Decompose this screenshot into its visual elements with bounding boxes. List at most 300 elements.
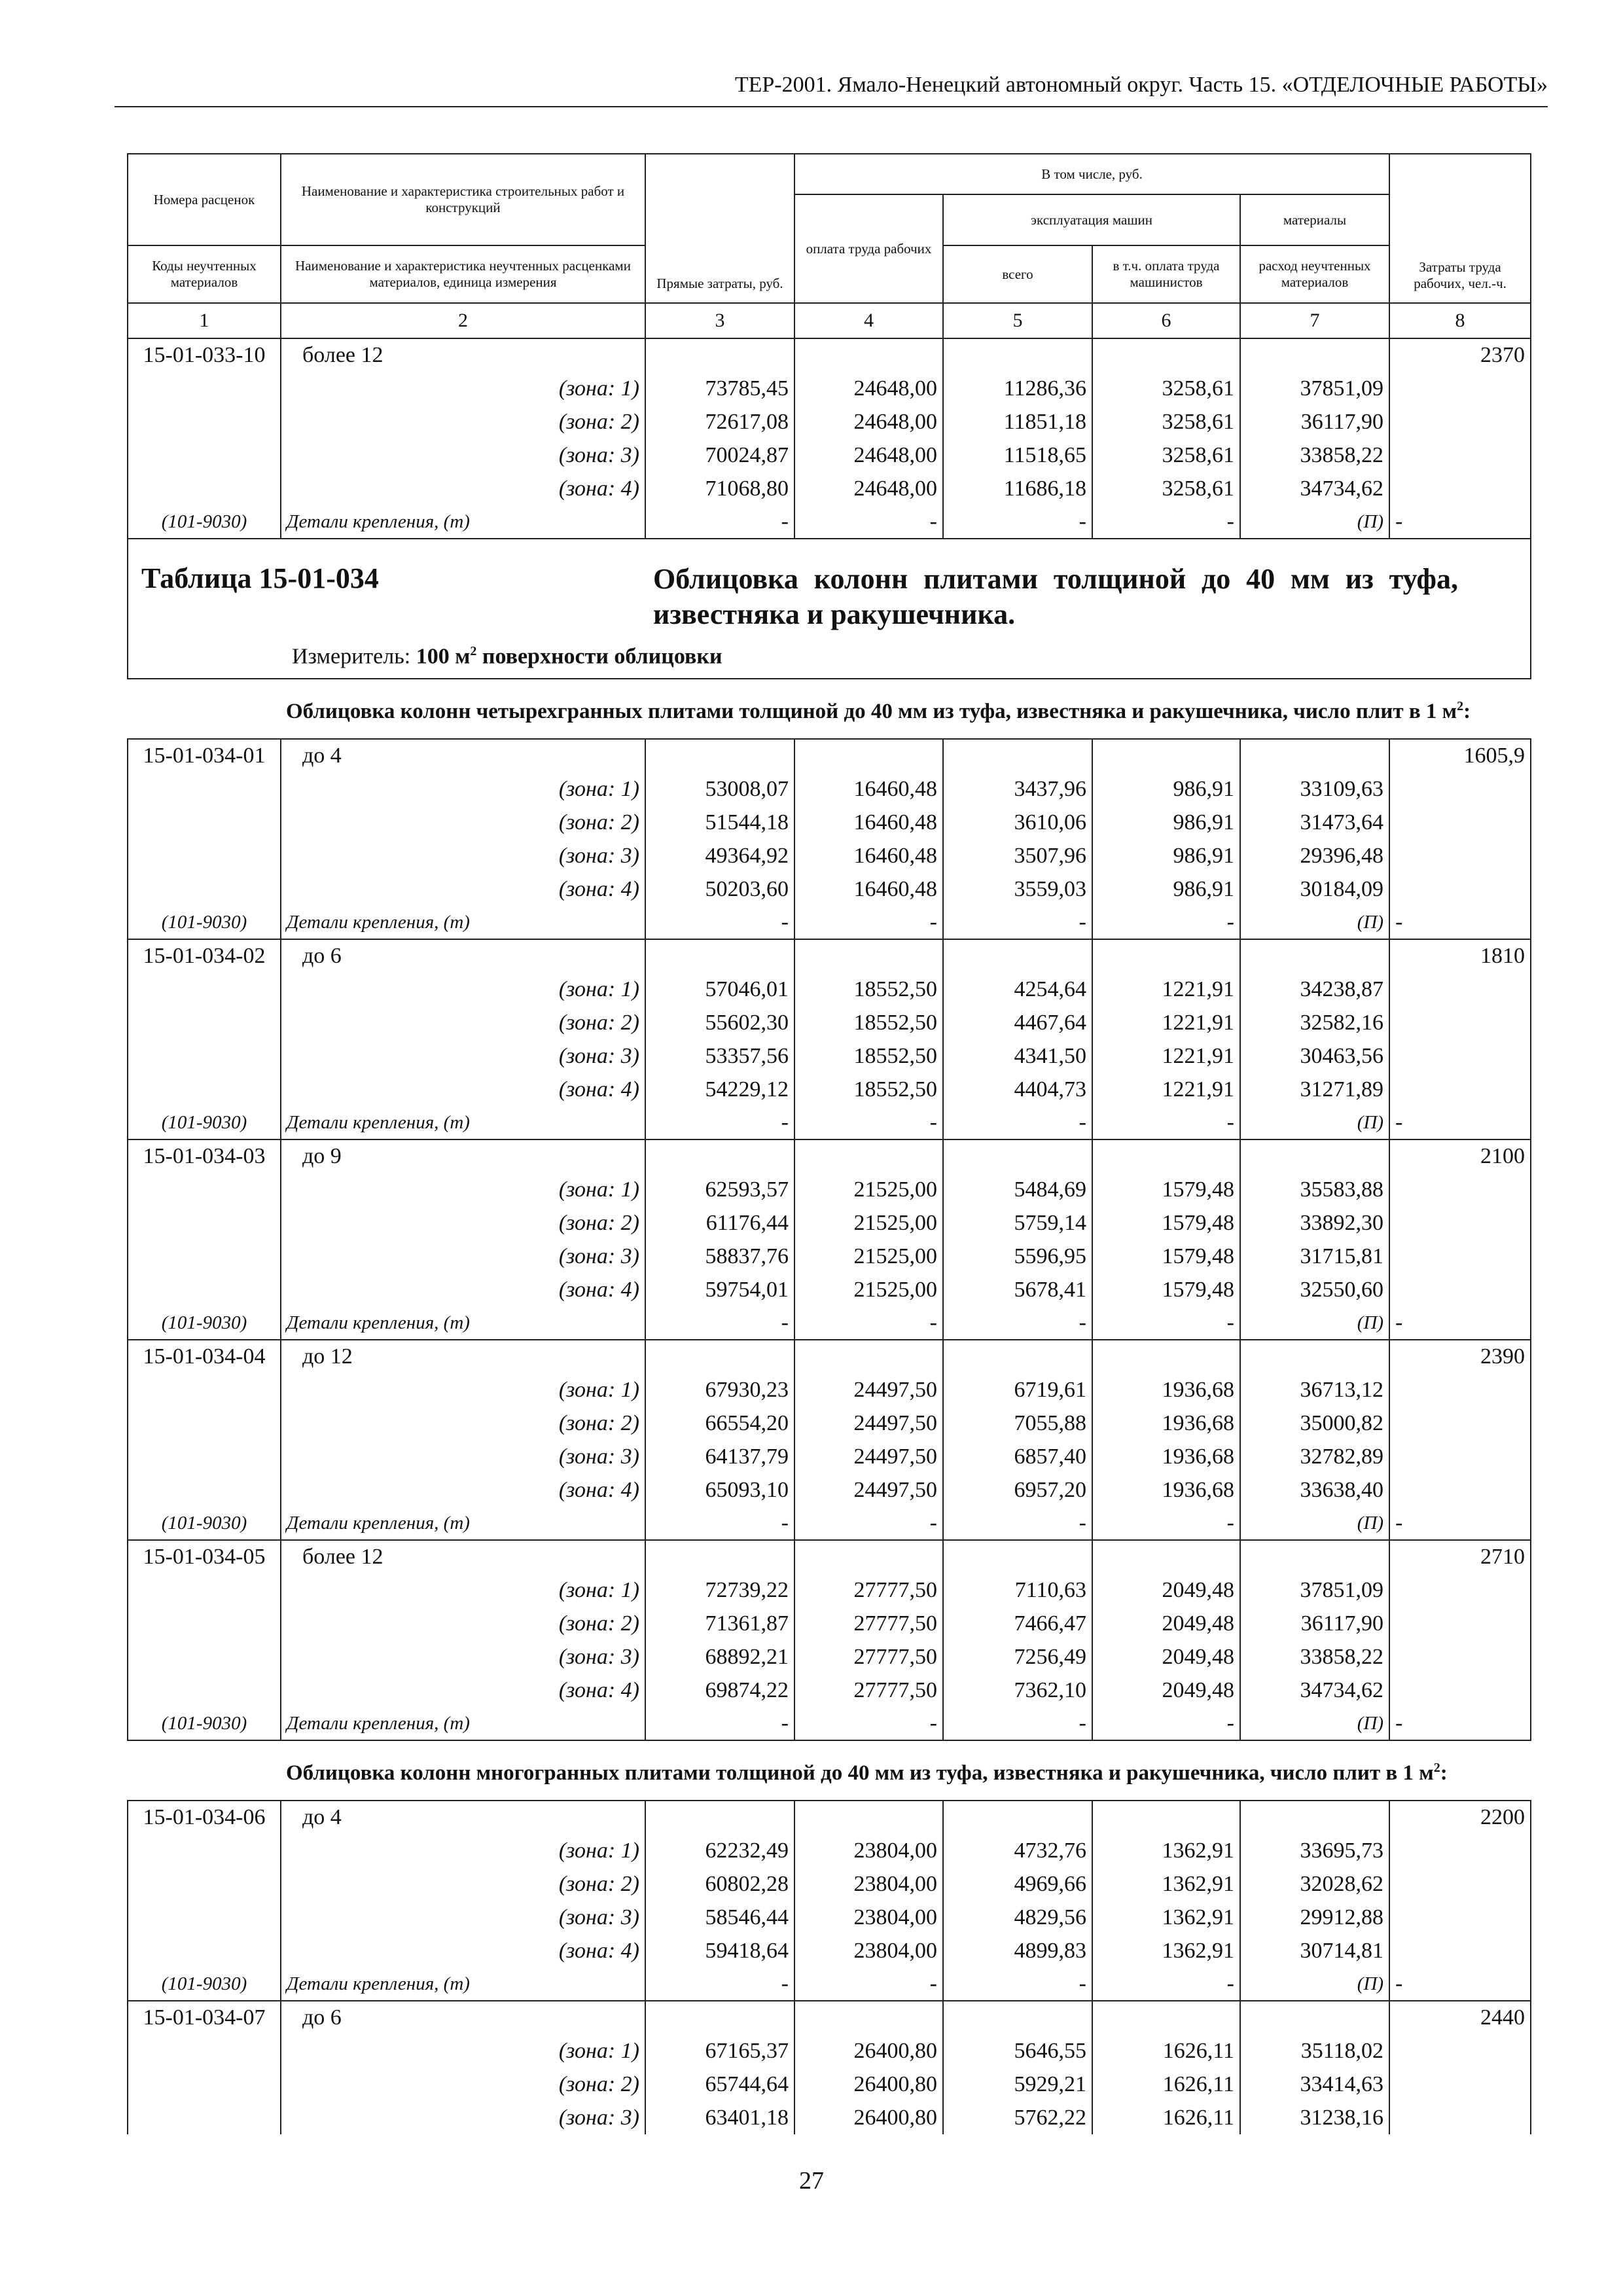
zone-row — [128, 1834, 1531, 1867]
zone-row — [128, 439, 1531, 472]
cost-value: 986,91 — [1092, 872, 1240, 906]
head-direct-label: Прямые затраты, руб. — [656, 276, 783, 291]
empty-cell — [1389, 372, 1531, 405]
zone-row — [128, 372, 1531, 405]
zone-label: (зона: 2) — [281, 1006, 645, 1039]
cost-value: 4732,76 — [943, 1834, 1092, 1867]
empty-cell — [128, 872, 281, 906]
empty-cell — [1389, 1573, 1531, 1607]
cost-value: 7466,47 — [943, 1607, 1092, 1640]
item-code: 15-01-034-04 — [128, 1340, 281, 1373]
zone-row — [128, 1440, 1531, 1473]
cost-value: 32028,62 — [1240, 1867, 1389, 1901]
cost-value: 1936,68 — [1092, 1473, 1240, 1507]
zone-label: (зона: 3) — [281, 439, 645, 472]
empty-cell — [128, 1573, 281, 1607]
empty-cell — [943, 739, 1092, 772]
cost-value: 16460,48 — [794, 772, 943, 806]
cost-value: 11851,18 — [943, 405, 1092, 439]
cost-value: 23804,00 — [794, 1901, 943, 1934]
cost-value: 30463,56 — [1240, 1039, 1389, 1073]
empty-cell — [1389, 1867, 1531, 1901]
empty-cell — [1389, 1273, 1531, 1306]
zone-label: (зона: 4) — [281, 1073, 645, 1106]
cost-value: 27777,50 — [794, 1607, 943, 1640]
dash-value: - — [645, 505, 794, 539]
cost-value: 18552,50 — [794, 973, 943, 1006]
col-number: 5 — [943, 303, 1092, 338]
cost-value: 986,91 — [1092, 806, 1240, 839]
empty-cell — [1389, 1173, 1531, 1206]
cost-value: 23804,00 — [794, 1934, 943, 1967]
empty-cell — [1092, 2001, 1240, 2034]
cost-value: 50203,60 — [645, 872, 794, 906]
cost-value: 2049,48 — [1092, 1607, 1240, 1640]
material-name: Детали крепления, (т) — [281, 1306, 645, 1340]
empty-cell — [943, 338, 1092, 372]
dash-value: - — [1092, 1106, 1240, 1139]
empty-cell — [1389, 872, 1531, 906]
item-name: до 12 — [281, 1340, 645, 1373]
cost-value: 32550,60 — [1240, 1273, 1389, 1306]
zone-label: (зона: 3) — [281, 1901, 645, 1934]
empty-cell — [128, 1440, 281, 1473]
dash-value: - — [645, 1507, 794, 1540]
cost-value: 6719,61 — [943, 1373, 1092, 1407]
cost-value: 33695,73 — [1240, 1834, 1389, 1867]
price-table — [127, 153, 1531, 2134]
cost-value: 60802,28 — [645, 1867, 794, 1901]
cost-value: 35583,88 — [1240, 1173, 1389, 1206]
head-mat-codes-cell — [128, 245, 281, 303]
zone-row — [128, 1206, 1531, 1240]
cost-value: 30714,81 — [1240, 1934, 1389, 1967]
cost-value: 1936,68 — [1092, 1407, 1240, 1440]
cost-value: 4467,64 — [943, 1006, 1092, 1039]
empty-cell — [1389, 439, 1531, 472]
item-title-row — [128, 338, 1531, 372]
dash-value: - — [1389, 1106, 1531, 1139]
cost-value: 21525,00 — [794, 1206, 943, 1240]
empty-cell — [1389, 1473, 1531, 1507]
item-code: 15-01-034-02 — [128, 939, 281, 973]
item-name: до 6 — [281, 939, 645, 973]
material-row — [128, 1306, 1531, 1340]
empty-cell — [128, 405, 281, 439]
empty-cell — [943, 2001, 1092, 2034]
empty-cell — [128, 1373, 281, 1407]
head-mat-usage-label: расход неучтенных материалов — [1258, 258, 1371, 290]
material-p-mark: (П) — [1240, 1967, 1389, 2001]
zone-row — [128, 1607, 1531, 1640]
cost-value: 31271,89 — [1240, 1073, 1389, 1106]
empty-cell — [1389, 1934, 1531, 1967]
head-labor-label: Затраты труда рабочих, чел.-ч. — [1414, 259, 1507, 291]
dash-value: - — [1389, 505, 1531, 539]
zone-label: (зона: 1) — [281, 2034, 645, 2068]
zone-row — [128, 472, 1531, 505]
cost-value: 2049,48 — [1092, 1573, 1240, 1607]
cost-value: 11518,65 — [943, 439, 1092, 472]
dash-value: - — [943, 1507, 1092, 1540]
empty-cell — [1240, 338, 1389, 372]
material-name: Детали крепления, (т) — [281, 1967, 645, 2001]
empty-cell — [1389, 1039, 1531, 1073]
cost-value: 4254,64 — [943, 973, 1092, 1006]
item-name: до 4 — [281, 1801, 645, 1834]
empty-cell — [1092, 1340, 1240, 1373]
zone-row — [128, 1573, 1531, 1607]
cost-value: 1221,91 — [1092, 973, 1240, 1006]
cost-value: 1221,91 — [1092, 1039, 1240, 1073]
empty-cell — [645, 2001, 794, 2034]
cost-value: 4969,66 — [943, 1867, 1092, 1901]
empty-cell — [128, 1867, 281, 1901]
cost-value: 1626,11 — [1092, 2068, 1240, 2101]
section-heading — [281, 679, 1531, 739]
material-code: (101-9030) — [128, 906, 281, 939]
empty-cell — [794, 1340, 943, 1373]
empty-cell — [128, 679, 281, 739]
dash-value: - — [1389, 1707, 1531, 1740]
cost-value: 27777,50 — [794, 1674, 943, 1707]
cost-value: 63401,18 — [645, 2101, 794, 2134]
dash-value: - — [1389, 906, 1531, 939]
cost-value: 34734,62 — [1240, 472, 1389, 505]
cost-value: 27777,50 — [794, 1573, 943, 1607]
zone-label: (зона: 1) — [281, 1834, 645, 1867]
cost-value: 70024,87 — [645, 439, 794, 472]
labor-cost: 2200 — [1389, 1801, 1531, 1834]
cost-value: 24648,00 — [794, 405, 943, 439]
cost-value: 58837,76 — [645, 1240, 794, 1273]
zone-label: (зона: 4) — [281, 1674, 645, 1707]
cost-value: 30184,09 — [1240, 872, 1389, 906]
col-number: 1 — [128, 303, 281, 338]
dash-value: - — [943, 1106, 1092, 1139]
head-row-1 — [128, 154, 1531, 194]
material-row — [128, 906, 1531, 939]
cost-value: 3437,96 — [943, 772, 1092, 806]
zone-label: (зона: 3) — [281, 1440, 645, 1473]
cost-value: 7110,63 — [943, 1573, 1092, 1607]
cost-value: 27777,50 — [794, 1640, 943, 1674]
zone-label: (зона: 2) — [281, 2068, 645, 2101]
cost-value: 65093,10 — [645, 1473, 794, 1507]
empty-cell — [128, 2068, 281, 2101]
cost-value: 1579,48 — [1092, 1206, 1240, 1240]
head-codes-cell — [128, 154, 281, 245]
cost-value: 33892,30 — [1240, 1206, 1389, 1240]
cost-value: 3258,61 — [1092, 405, 1240, 439]
empty-cell — [1389, 1607, 1531, 1640]
cost-value: 64137,79 — [645, 1440, 794, 1473]
empty-cell — [943, 1340, 1092, 1373]
cost-value: 24648,00 — [794, 472, 943, 505]
cost-value: 71361,87 — [645, 1607, 794, 1640]
cost-value: 986,91 — [1092, 772, 1240, 806]
empty-cell — [794, 1139, 943, 1173]
page-number: 27 — [799, 2167, 824, 2195]
section-text: Облицовка колонн многогранных плитами толщиной до 40 мм из туфа, известняка и ракушечника, число плит в 1 м — [286, 1761, 1434, 1785]
empty-cell — [645, 338, 794, 372]
cost-value: 29912,88 — [1240, 1901, 1389, 1934]
cost-value: 33414,63 — [1240, 2068, 1389, 2101]
head-mat-usage-cell — [1240, 245, 1389, 303]
dash-value: - — [794, 1967, 943, 2001]
empty-cell — [943, 1801, 1092, 1834]
empty-cell — [1389, 2034, 1531, 2068]
empty-cell — [1389, 405, 1531, 439]
cost-value: 2049,48 — [1092, 1674, 1240, 1707]
section-tail: : — [1440, 1761, 1448, 1785]
cost-value: 16460,48 — [794, 839, 943, 872]
cost-value: 54229,12 — [645, 1073, 794, 1106]
cost-value: 72617,08 — [645, 405, 794, 439]
labor-cost: 1605,9 — [1389, 739, 1531, 772]
dash-value: - — [1092, 1967, 1240, 2001]
cost-value: 24497,50 — [794, 1473, 943, 1507]
cost-value: 1936,68 — [1092, 1373, 1240, 1407]
zone-label: (зона: 2) — [281, 1867, 645, 1901]
empty-cell — [1240, 939, 1389, 973]
empty-cell — [128, 2034, 281, 2068]
head-wages-cell — [794, 194, 943, 303]
col-number: 6 — [1092, 303, 1240, 338]
dash-value: - — [794, 1106, 943, 1139]
cost-value: 4341,50 — [943, 1039, 1092, 1073]
cost-value: 35000,82 — [1240, 1407, 1389, 1440]
zone-row — [128, 1173, 1531, 1206]
empty-cell — [128, 1674, 281, 1707]
cost-value: 34734,62 — [1240, 1674, 1389, 1707]
empty-cell — [1240, 1340, 1389, 1373]
empty-cell — [1092, 1540, 1240, 1573]
head-wages-label: оплата труда рабочих — [806, 240, 932, 257]
empty-cell — [128, 1934, 281, 1967]
cost-value: 73785,45 — [645, 372, 794, 405]
empty-cell — [1389, 1006, 1531, 1039]
zone-row — [128, 1273, 1531, 1306]
cost-value: 31238,16 — [1240, 2101, 1389, 2134]
cost-value: 5596,95 — [943, 1240, 1092, 1273]
item-title-row — [128, 2001, 1531, 2034]
zone-label: (зона: 2) — [281, 1607, 645, 1640]
empty-cell — [645, 739, 794, 772]
cost-value: 67930,23 — [645, 1373, 794, 1407]
empty-cell — [128, 1640, 281, 1674]
meter-value: 100 м — [416, 644, 471, 669]
section-text: Облицовка колонн четырехгранных плитами толщиной до 40 мм из туфа, известняка и ракушечника, число плит в 1 м — [286, 700, 1457, 723]
empty-cell — [128, 1039, 281, 1073]
cost-value: 11286,36 — [943, 372, 1092, 405]
zone-label: (зона: 4) — [281, 1473, 645, 1507]
zone-label: (зона: 3) — [281, 1039, 645, 1073]
table-name: Облицовка колонн плитами толщиной до 40 мм из туфа, известняка и ракушечника. — [653, 563, 1458, 630]
empty-cell — [794, 338, 943, 372]
zone-row — [128, 405, 1531, 439]
zone-row — [128, 1373, 1531, 1407]
zone-row — [128, 1240, 1531, 1273]
head-mat-name-label: Наименование и характеристика неучтенных расценками материалов, единица измерения — [295, 258, 631, 290]
cost-value: 33109,63 — [1240, 772, 1389, 806]
empty-cell — [1389, 1240, 1531, 1273]
dash-value: - — [794, 1507, 943, 1540]
cost-value: 72739,22 — [645, 1573, 794, 1607]
item-title-row — [128, 1801, 1531, 1834]
cost-value: 24497,50 — [794, 1407, 943, 1440]
cost-value: 59754,01 — [645, 1273, 794, 1306]
zone-row — [128, 2101, 1531, 2134]
empty-cell — [1389, 1901, 1531, 1934]
cost-value: 36117,90 — [1240, 405, 1389, 439]
cost-value: 53357,56 — [645, 1039, 794, 1073]
cost-value: 5484,69 — [943, 1173, 1092, 1206]
material-code: (101-9030) — [128, 1106, 281, 1139]
col-number: 4 — [794, 303, 943, 338]
cost-value: 51544,18 — [645, 806, 794, 839]
zone-label: (зона: 1) — [281, 372, 645, 405]
cost-value: 18552,50 — [794, 1039, 943, 1073]
item-code: 15-01-034-01 — [128, 739, 281, 772]
head-machines-cell — [943, 194, 1240, 245]
cost-value: 4404,73 — [943, 1073, 1092, 1106]
cost-value: 4829,56 — [943, 1901, 1092, 1934]
col-number: 2 — [281, 303, 645, 338]
head-mach-total-label: всего — [1002, 266, 1033, 282]
empty-cell — [1389, 1373, 1531, 1407]
dash-value: - — [943, 1306, 1092, 1340]
cost-value: 31473,64 — [1240, 806, 1389, 839]
cost-value: 1362,91 — [1092, 1834, 1240, 1867]
cost-value: 34238,87 — [1240, 973, 1389, 1006]
cost-value: 3507,96 — [943, 839, 1092, 872]
empty-cell — [645, 1540, 794, 1573]
empty-cell — [128, 1740, 281, 1801]
zone-label: (зона: 2) — [281, 1407, 645, 1440]
empty-cell — [128, 472, 281, 505]
zone-row — [128, 1934, 1531, 1967]
zone-label: (зона: 3) — [281, 1640, 645, 1674]
dash-value: - — [645, 1707, 794, 1740]
cost-value: 1221,91 — [1092, 1006, 1240, 1039]
cost-value: 3258,61 — [1092, 439, 1240, 472]
section-row — [128, 1740, 1531, 1801]
empty-cell — [128, 1834, 281, 1867]
cost-value: 18552,50 — [794, 1073, 943, 1106]
cost-value: 5762,22 — [943, 2101, 1092, 2134]
empty-cell — [645, 1340, 794, 1373]
cost-value: 16460,48 — [794, 872, 943, 906]
item-code: 15-01-034-03 — [128, 1139, 281, 1173]
head-materials-cell — [1240, 194, 1389, 245]
material-p-mark: (П) — [1240, 1507, 1389, 1540]
zone-label: (зона: 3) — [281, 839, 645, 872]
item-code: 15-01-034-07 — [128, 2001, 281, 2034]
dash-value: - — [1092, 1306, 1240, 1340]
cost-value: 26400,80 — [794, 2034, 943, 2068]
cost-value: 35118,02 — [1240, 2034, 1389, 2068]
empty-cell — [1240, 1540, 1389, 1573]
empty-cell — [1092, 1801, 1240, 1834]
zone-label: (зона: 2) — [281, 1206, 645, 1240]
labor-cost: 2100 — [1389, 1139, 1531, 1173]
empty-cell — [645, 1801, 794, 1834]
zone-row — [128, 872, 1531, 906]
empty-cell — [794, 1540, 943, 1573]
empty-cell — [1389, 772, 1531, 806]
dash-value: - — [943, 1967, 1092, 2001]
material-p-mark: (П) — [1240, 1707, 1389, 1740]
empty-cell — [1240, 739, 1389, 772]
cost-value: 62232,49 — [645, 1834, 794, 1867]
zone-label: (зона: 4) — [281, 472, 645, 505]
material-name: Детали крепления, (т) — [281, 1106, 645, 1139]
empty-cell — [645, 939, 794, 973]
cost-value: 1579,48 — [1092, 1173, 1240, 1206]
cost-value: 29396,48 — [1240, 839, 1389, 872]
cost-value: 1579,48 — [1092, 1273, 1240, 1306]
head-incl-label: В том числе, руб. — [1041, 166, 1143, 182]
empty-cell — [1092, 939, 1240, 973]
item-code: 15-01-034-05 — [128, 1540, 281, 1573]
empty-cell — [794, 739, 943, 772]
empty-cell — [128, 772, 281, 806]
cost-value: 4899,83 — [943, 1934, 1092, 1967]
dash-value: - — [1389, 1507, 1531, 1540]
cost-value: 33858,22 — [1240, 1640, 1389, 1674]
dash-value: - — [645, 1306, 794, 1340]
item-name: более 12 — [281, 338, 645, 372]
dash-value: - — [1092, 505, 1240, 539]
zone-row — [128, 772, 1531, 806]
empty-cell — [128, 372, 281, 405]
cost-value: 986,91 — [1092, 839, 1240, 872]
material-code: (101-9030) — [128, 1306, 281, 1340]
empty-cell — [794, 2001, 943, 2034]
zone-label: (зона: 1) — [281, 772, 645, 806]
zone-label: (зона: 3) — [281, 1240, 645, 1273]
zone-label: (зона: 4) — [281, 1273, 645, 1306]
dash-value: - — [794, 1707, 943, 1740]
cost-value: 49364,92 — [645, 839, 794, 872]
zone-label: (зона: 4) — [281, 872, 645, 906]
empty-cell — [1389, 2101, 1531, 2134]
cost-value: 23804,00 — [794, 1867, 943, 1901]
empty-cell — [128, 806, 281, 839]
zone-row — [128, 1407, 1531, 1440]
head-codes-label: Номера расценок — [153, 191, 255, 207]
head-mach-wages-cell — [1092, 245, 1240, 303]
zone-row — [128, 1901, 1531, 1934]
zone-row — [128, 839, 1531, 872]
head-labor-cell — [1389, 154, 1531, 303]
dash-value: - — [1092, 1707, 1240, 1740]
material-name: Детали крепления, (т) — [281, 1507, 645, 1540]
table-title-row — [128, 539, 1531, 679]
cost-value: 5678,41 — [943, 1273, 1092, 1306]
col-number: 7 — [1240, 303, 1389, 338]
zone-row — [128, 1867, 1531, 1901]
dash-value: - — [645, 1967, 794, 2001]
meter-prefix: Измеритель: — [292, 644, 411, 669]
cost-value: 1221,91 — [1092, 1073, 1240, 1106]
running-header — [115, 65, 1548, 107]
material-name: Детали крепления, (т) — [281, 1707, 645, 1740]
cost-value: 37851,09 — [1240, 372, 1389, 405]
cost-value: 5646,55 — [943, 2034, 1092, 2068]
item-name: более 12 — [281, 1540, 645, 1573]
